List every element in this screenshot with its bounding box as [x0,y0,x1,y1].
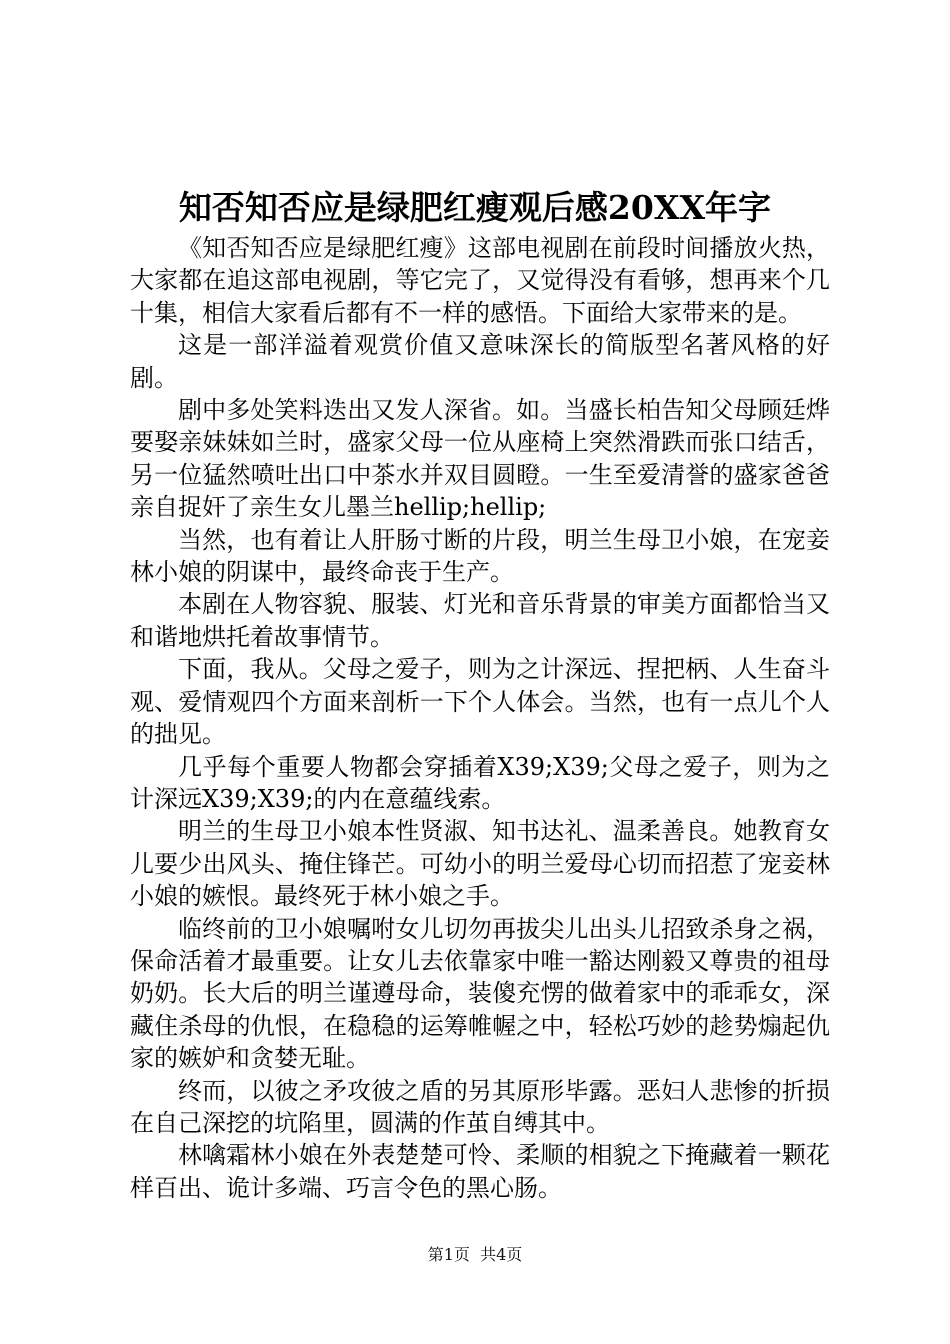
paragraph: 这是一部洋溢着观赏价值又意味深长的简版型名著风格的好剧。 [130,331,830,392]
page-footer [0,1244,950,1266]
paragraph: 当然，也有着让人肝肠寸断的片段，明兰生母卫小娘，在宠妾林小娘的阴谋中，最终命丧于生产。 [130,525,830,587]
paragraph: 终而，以彼之矛攻彼之盾的另其原形毕露。恶妇人悲惨的折损在自己深挖的坑陷里，圆满的作茧自缚其中。 [130,1076,830,1137]
paragraph: 剧中多处笑料迭出又发人深省。如。当盛长柏告知父母顾廷烨要娶亲妹妹如兰时，盛家父母一位从座椅上突然滑跌而张口结舌，另一位猛然喷吐出口中茶水并双目圆瞪。一生至爱清誉的盛家爸爸亲自捉奸了亲生女儿墨兰hellip;hellip; [130,396,830,522]
paragraph: 《知否知否应是绿肥红瘦》这部电视剧在前段时间播放火热，大家都在追这部电视剧，等它完了，又觉得没有看够，想再来个几十集，相信大家看后都有不一样的感悟。下面给大家带来的是。 [130,234,830,327]
page-number: 第1页 共4页 [427,1245,523,1264]
paragraph: 本剧在人物容貌、服装、灯光和音乐背景的审美方面都恰当又和谐地烘托着故事情节。 [130,590,830,651]
paragraph: 几乎每个重要人物都会穿插着X39;X39;父母之爱子，则为之计深远X39;X39;的内在意蕴线索。 [130,752,830,813]
paragraph: 林噙霜林小娘在外表楚楚可怜、柔顺的相貌之下掩藏着一颗花样百出、诡计多端、巧言令色的黑心肠。 [130,1141,830,1202]
document-title: 知否知否应是绿肥红瘦观后感20XX年字 [178,188,772,227]
paragraph: 下面，我从。父母之爱子，则为之计深远、捏把柄、人生奋斗观、爱情观四个方面来剖析一下个人体会。当然，也有一点儿个人的拙见。 [130,655,830,749]
paragraph: 临终前的卫小娘嘱咐女儿切勿再拔尖儿出头儿招致杀身之祸，保命活着才最重要。让女儿去依靠家中唯一豁达刚毅又尊贵的祖母奶奶。长大后的明兰谨遵母命，装傻充愣的做着家中的乖乖女，深藏住杀母的仇恨，在稳稳的运筹帷幄之中，轻松巧妙的趁势煽起仇家的嫉妒和贪婪无耻。 [130,914,830,1073]
paragraph: 明兰的生母卫小娘本性贤淑、知书达礼、温柔善良。她教育女儿要少出风头、掩住锋芒。可幼小的明兰爱母心切而招惹了宠妾林小娘的嫉恨。最终死于林小娘之手。 [130,817,830,911]
document-body [130,232,830,1204]
